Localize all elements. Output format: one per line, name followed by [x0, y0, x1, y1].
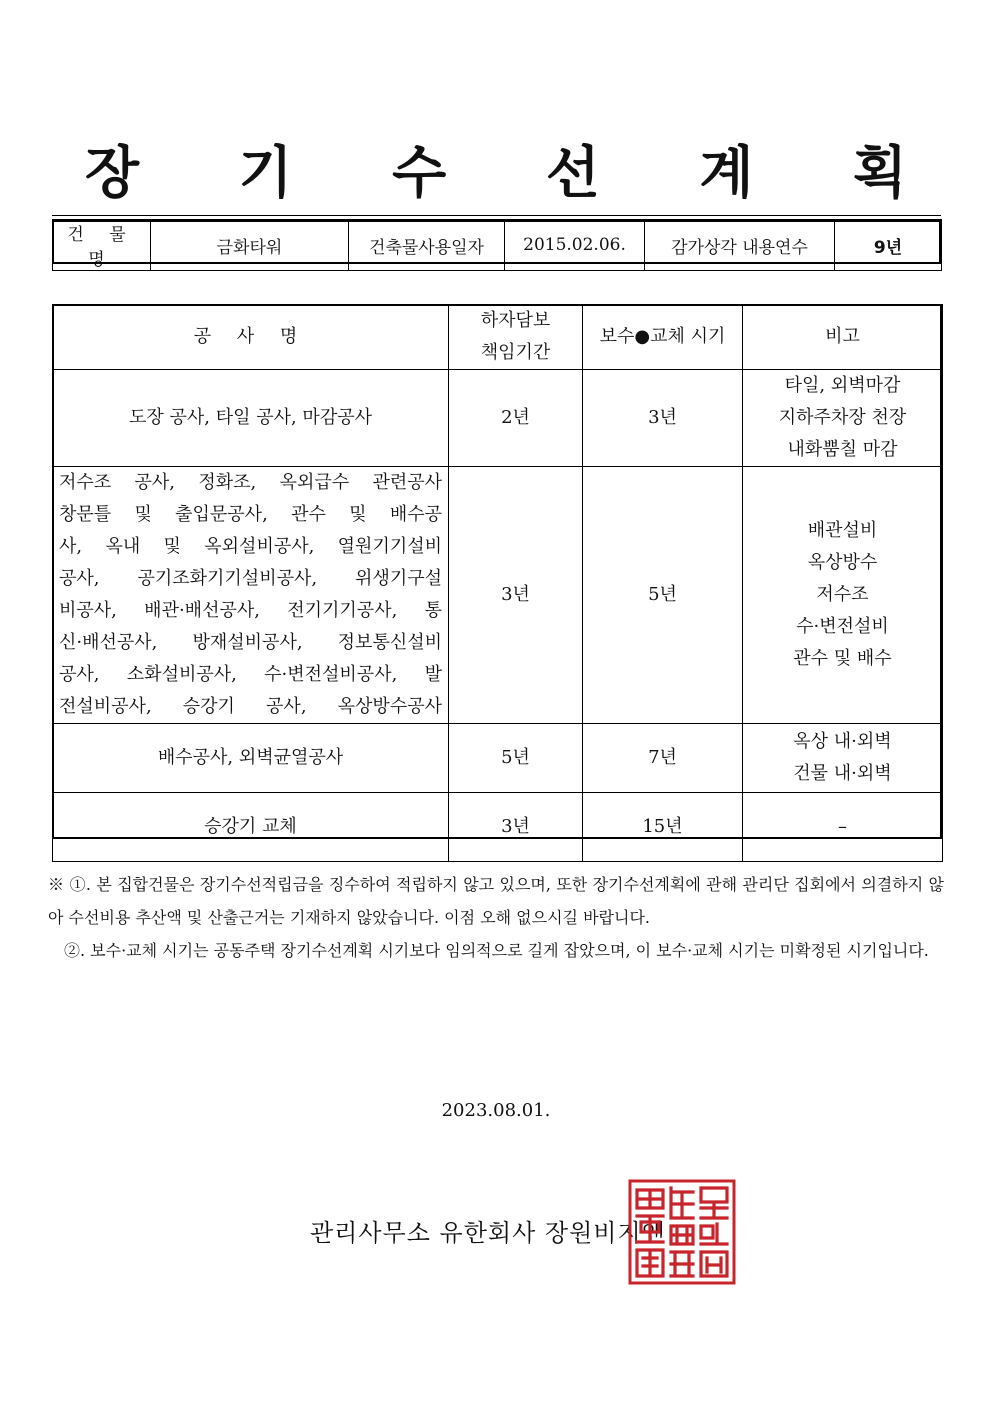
row1-warranty: 2년 — [449, 370, 583, 467]
table-row — [53, 467, 943, 724]
issuer-name: 관리사무소 유한회사 장원비지앤 — [310, 1219, 666, 1247]
issue-date: 2023.08.01. — [441, 1100, 551, 1121]
row3-repair: 7년 — [583, 724, 743, 793]
row3-note: 옥상 내·외벽 건물 내·외벽 — [743, 724, 943, 793]
depreciation-value: 9년 — [835, 220, 942, 271]
row4-warranty: 3년 — [449, 793, 583, 862]
row4-repair: 15년 — [583, 793, 743, 862]
row4-work: 승강기 교체 — [53, 793, 449, 862]
row1-work: 도장 공사, 타일 공사, 마감공사 — [53, 370, 449, 467]
building-info-table — [52, 219, 942, 271]
document-title: 장 기 수 선 계 획 — [84, 141, 948, 206]
depreciation-label: 감가상각 내용연수 — [645, 220, 835, 271]
row2-note: 배관설비 옥상방수 저수조 수·변전설비 관수 및 배수 — [743, 467, 943, 724]
note-1: ※ ①. 본 집합건물은 장기수선적립금을 징수하여 적립하지 않고 있으며, 또한 장기수선계획에 관해 관리단 집회에서 의결하지 않아 수선비용 추산액 및 산출근거는 기재하지 않았습니다. 이점 오해 없으시길 바랍니다. — [48, 875, 944, 927]
row1-note: 타일, 외벽마감 지하주차장 천장 내화뿜칠 마감 — [743, 370, 943, 467]
row2-work: 저수조 공사, 정화조, 옥외급수 관련공사 창문틀 및 출입문공사, 관수 및 배수공 사, 옥내 및 옥외설비공사, 열원기기설비 공사, 공기조화기기설비공사, 위생기구설 비공사, 배관·배선공사, 전기기기공사, 통 신·배선공사, 방재설비공사, 정보통신설비 공사, 소화설비공사, 수·변전설비공사, 발 전설비공사, 승강기 공사, 옥상방수공사 — [53, 467, 449, 724]
title-rule — [52, 215, 941, 216]
company-seal-icon — [627, 1178, 737, 1286]
table-row — [53, 793, 943, 862]
row4-note: – — [743, 793, 943, 862]
table-header-row — [53, 305, 943, 370]
header-repair-period: 보수●교체 시기 — [583, 305, 743, 370]
table-row — [53, 724, 943, 793]
row2-warranty: 3년 — [449, 467, 583, 724]
notes-section — [48, 868, 944, 967]
building-name-value: 금화타워 — [151, 220, 349, 271]
header-work: 공 사 명 — [53, 305, 449, 370]
use-date-label: 건축물사용일자 — [349, 220, 505, 271]
building-name-label: 건 물 명 — [53, 220, 151, 271]
note-2: ②. 보수·교체 시기는 공동주택 장기수선계획 시기보다 임의적으로 길게 잡았으며, 이 보수·교체 시기는 미확정된 시기입니다. — [64, 941, 929, 960]
row3-warranty: 5년 — [449, 724, 583, 793]
use-date-value: 2015.02.06. — [505, 220, 645, 271]
header-warranty: 하자담보 책임기간 — [449, 305, 583, 370]
table-row — [53, 370, 943, 467]
row3-work: 배수공사, 외벽균열공사 — [53, 724, 449, 793]
repair-plan-table — [52, 304, 943, 862]
row1-repair: 3년 — [583, 370, 743, 467]
header-note: 비고 — [743, 305, 943, 370]
row2-repair: 5년 — [583, 467, 743, 724]
